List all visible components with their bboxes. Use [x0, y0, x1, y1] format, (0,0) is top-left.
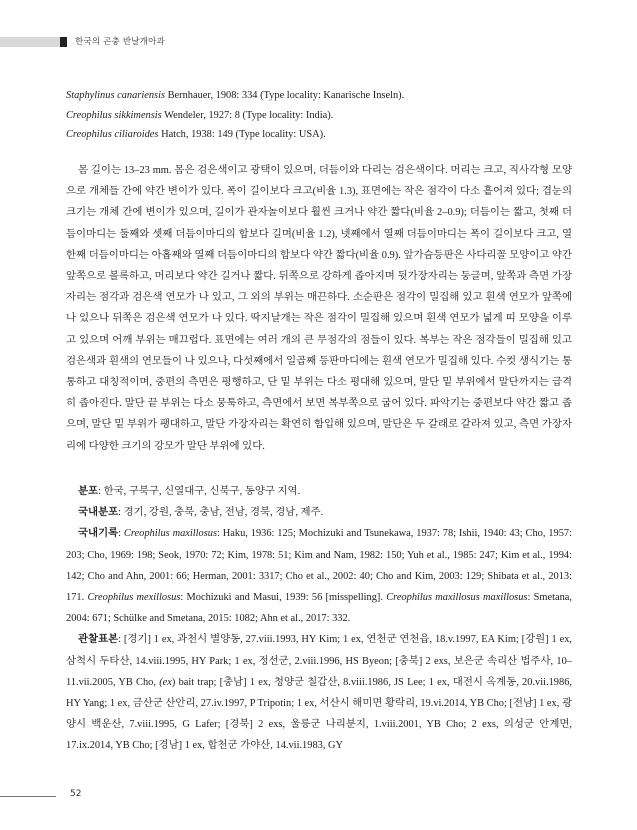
- synonym-entry: [66, 106, 566, 126]
- records-text: : Haku, 1936: 125; Mochizuki and Tsunekawa, 1937: 78; Ishii, 1940: 43; Cho, 1957: 203; Cho, 1969: 198; Seok, 1970: 72; Kim, 1978: 51; Kim and Nam, 1982: 150; Yuh et al., 1985: 247; Kim et al., 1994: 142; Cho and Ahn, 2001: 66; Herman, 2001: 3317; Cho et al., 2002: 40; Cho and Kim, 2003: 129; Shibata et al., 2013: 171.: [66, 528, 572, 604]
- specimen-info-section: [66, 481, 572, 757]
- running-title: 한국의 곤충 반날개아과: [75, 37, 165, 47]
- examined-label: 관찰표본: [78, 634, 119, 646]
- korean-records-label: 국내기록: [78, 528, 119, 540]
- korean-distribution-paragraph: [66, 502, 572, 523]
- distribution-text: : 한국, 구북구, 신열대구, 신북구, 동양구 지역.: [98, 486, 301, 497]
- synonym-citation: Wendeler, 1927: 8 (Type locality: India).: [161, 109, 334, 121]
- examined-text: ) bait trap; [충남] 1 ex, 청양군 칠갑산, 8.viii.1986, JS Lee; 1 ex, 대전시 옥계동, 20.vii.1986, HY Yang; 1 ex, 금산군 산안리, 27.iv.1997, P Tripotin; 1 ex, 서산시 해미면 황락리, 19.vi.2014, YB Cho; [전남] 1 ex, 광양시 백운산, 7.viii.1995, G Lafer; [경북] 2 exs, 울릉군 나리분지, 1.viii.2001, YB Cho; 2 exs, 의성군 안계면, 17.ix.2014, YB Cho; [경남] 1 ex, 합천군 가야산, 14.vii.1983, GY: [66, 676, 572, 752]
- korean-distribution-text: : 경기, 강원, 충북, 충남, 전남, 경북, 경남, 제주.: [118, 507, 324, 519]
- synonym-citation: Bernhauer, 1908: 334 (Type locality: Kanarische Inseln).: [165, 90, 405, 101]
- records-text: : Mochizuki and Masui, 1939: 56 [misspelling].: [180, 592, 387, 604]
- records-text: :: [118, 528, 124, 540]
- synonym-name: Creophilus ciliaroides: [66, 129, 159, 140]
- examined-text: : [경기] 1 ex, 과천시 별양동, 27.viii.1993, HY Kim; 1 ex, 연천군 연천읍, 18.v.1997, EA Kim; [강원] 1 ex, 삼척시 두타산, 14.viii.1995, HY Park; 1 ex, 정선군, 2.viii.1996, HS Byeon; [충북] 2 exs, 보은군 속리산 법주사, 10–11.vii.2005, YB Cho,: [66, 634, 572, 688]
- examined-ex: ex: [162, 676, 172, 688]
- header-block: [60, 37, 67, 47]
- korean-distribution-label: 국내분포: [78, 507, 119, 519]
- synonym-entry: [66, 125, 566, 145]
- distribution-paragraph: [66, 481, 572, 502]
- synonym-name: Creophilus sikkimensis: [66, 109, 162, 121]
- page-number: 52: [70, 789, 82, 799]
- distribution-label: 분포: [78, 486, 99, 497]
- records-taxon: Creophilus mexillosus: [87, 592, 181, 604]
- records-taxon: Creophilus maxillosus: [123, 528, 218, 540]
- synonym-name: Staphylinus canariensis: [66, 90, 165, 101]
- records-text: : Smetana, 2004: 671; Schülke and Smetana, 2015: 1082; Ahn et al., 2017: 332.: [66, 592, 572, 625]
- examined-paren: (: [159, 676, 163, 688]
- records-taxon: Creophilus maxillosus maxillosus: [386, 592, 528, 604]
- header-bar: [0, 37, 60, 47]
- description-section: [66, 160, 572, 457]
- synonym-list: [66, 86, 566, 145]
- korean-records-paragraph: [66, 523, 572, 629]
- footer-rule: [0, 796, 56, 797]
- synonym-citation: Hatch, 1938: 149 (Type locality: USA).: [158, 129, 326, 140]
- synonym-entry: [66, 86, 566, 106]
- examined-paragraph: [66, 629, 572, 756]
- description-paragraph: 몸 길이는 13–23 mm. 몸은 검은색이고 광택이 있으며, 더듬이와 다리는 검은색이다. 머리는 크고, 직사각형 모양으로 개체들 간에 약간 변이가 있다. 폭이 길이보다 크고(비율 1.3), 표면에는 작은 점각이 다소 흩어져 있다; 겹눈의 크기는 개체 간에 변이가 있으며, 길이가 관자놀이보다 훨씬 크거나 약간 짧다(비율 2–0.9); 더듬이는 짧고, 첫째 더듬이마디는 둘째와 셋째 더듬이마디의 합보다 길며(비율 1.2), 넷째에서 열째 더듬이마디는 폭이 길이보다 크고, 열한째 더듬이마디는 아홉째와 열째 더듬이마디의 합보다 약간 짧다(비율 0.9). 앞가슴등판은 사다리꼴 모양이고 약간 앞쪽으로 볼록하고, 머리보다 약간 길거나 짧다. 뒤쪽으로 강하게 좁아지며 뒷가장자리는 둥글며, 앞쪽과 측면 가장자리는 점각과 검은색 연모가 나 있고, 그 외의 부위는 매끈하다. 소순판은 점각이 밀집해 있고 흰색 연모가 앞쪽에 나 있으나 뒤쪽은 검은색 연모가 나 있다. 딱지날개는 작은 점각이 밀집해 있으며 흰색 연모가 넓게 띠 모양을 이루고 있으며 어깨 부위는 매끄럽다. 표면에는 여러 개의 큰 무점각의 점들이 있다. 복부는 작은 점각들이 밀집해 있고 검은색과 흰색의 연모들이 나 있으나, 다섯째에서 일곱째 등판마디에는 흰색 연모가 밀집해 있다. 수컷 생식기는 통통하고 대칭적이며, 중편의 측면은 평행하고, 단 밑 부위는 다소 평대해 있으며, 말단 밑 부위에서 말단까지는 급격히 좁아진다. 말단 끝 부위는 다소 뭉툭하고, 측면에서 보면 복부쪽으로 굽어 있다. 파악기는 중편보다 약간 짧고 좁으며, 말단 밑 부위가 팽대하고, 말단 가장자리는 확연히 함입해 있으며, 말단은 두 갈래로 갈라져 있고, 측면 가장자리에 다양한 크기의 강모가 말단 부위에 있다.: [66, 165, 572, 452]
